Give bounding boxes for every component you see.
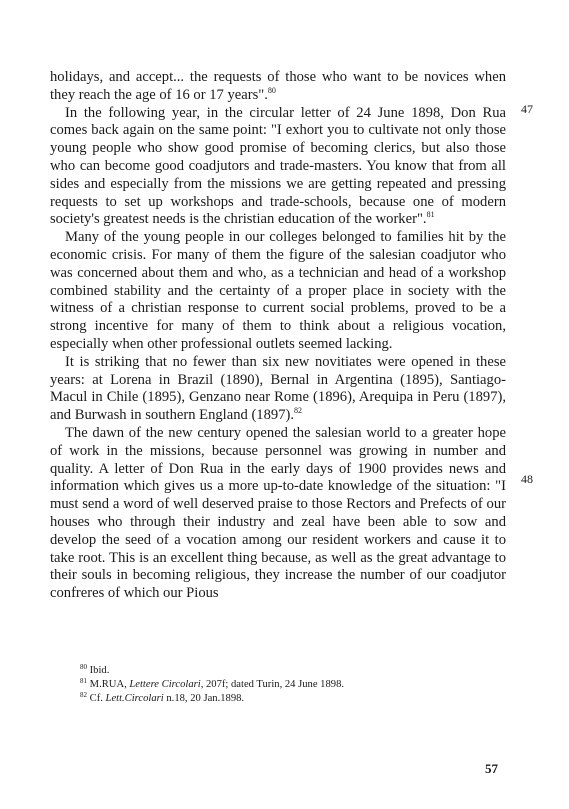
footnote-81: $^{81}$ M.RUA, Lettere Circolari, 207f; dated Turin, 24 June 1898.: [80, 677, 345, 690]
margin-number-47: 47: [521, 102, 533, 116]
body-text: [50, 69, 506, 603]
footnote-80: $^{80}$ Ibid.: [80, 663, 110, 676]
paragraph-2: In the following year, in the circular letter of 24 June 1898, Don Rua comes back again on the same point: "I exhort you to cultivate not only those young people who show good promise of becoming clerics, but also those who can become good coadjutors and trade-masters. You know that from all sides and especially from the missions we are getting repeated and pressing requests to set up workshops and trade-schools, because one of modern society's greatest needs is the christian education of the worker".$^{81}$: [50, 104, 506, 228]
paragraph-4: It is striking that no fewer than six new novitiates were opened in these years: at Lorena in Brazil (1890), Bernal in Argentina (1895), Santiago-Macul in Chile (1895), Genzano near Rome (1896), Arequipa in Peru (1897), and Burwash in southern England (1897).$^{82}$: [50, 353, 506, 424]
margin-number-48: 48: [521, 472, 533, 486]
footnote-ref-82: 82: [294, 406, 302, 416]
footnotes: [80, 664, 500, 706]
footnote-82: $^{82}$ Cf. Lett.Circolari n.18, 20 Jan.1898.: [80, 691, 245, 704]
paragraph-1: holidays, and accept... the requests of those who want to be novices when they reach the age of 16 or 17 years".$^{80}$: [50, 69, 506, 103]
page-number: 57: [485, 761, 498, 776]
paragraph-3: Many of the young people in our colleges belonged to families hit by the economic crisis. For many of them the figure of the salesian coadjutor who was concerned about them and who, as a technician and head of a workshop combined stability and the certainty of a proper place in society with the witness of a christian response to current social problems, proved to be a strong incentive for many of them to think about a religious vocation, especially when other professional outlets seemed lacking.: [50, 229, 506, 352]
footnote-ref-80: 80: [267, 85, 276, 95]
paragraph-5: The dawn of the new century opened the salesian world to a greater hope of work in the missions, because personnel was growing in number and quality. A letter of Don Rua in the early days of 1900 provides news and information which gives us a more up-to-date knowledge of the situation: "I must send a word of well deserved praise to those Rectors and Prefects of our houses who through their industry and zeal have been able to sow and develop the seed of a vocation among our resident workers and cause it to take root. This is an excellent thing because, as well as the great advantage to their souls in becoming religious, they increase the number of our coadjutor confreres of which our Pious: [50, 424, 506, 602]
footnote-ref-81: 81: [426, 210, 435, 220]
